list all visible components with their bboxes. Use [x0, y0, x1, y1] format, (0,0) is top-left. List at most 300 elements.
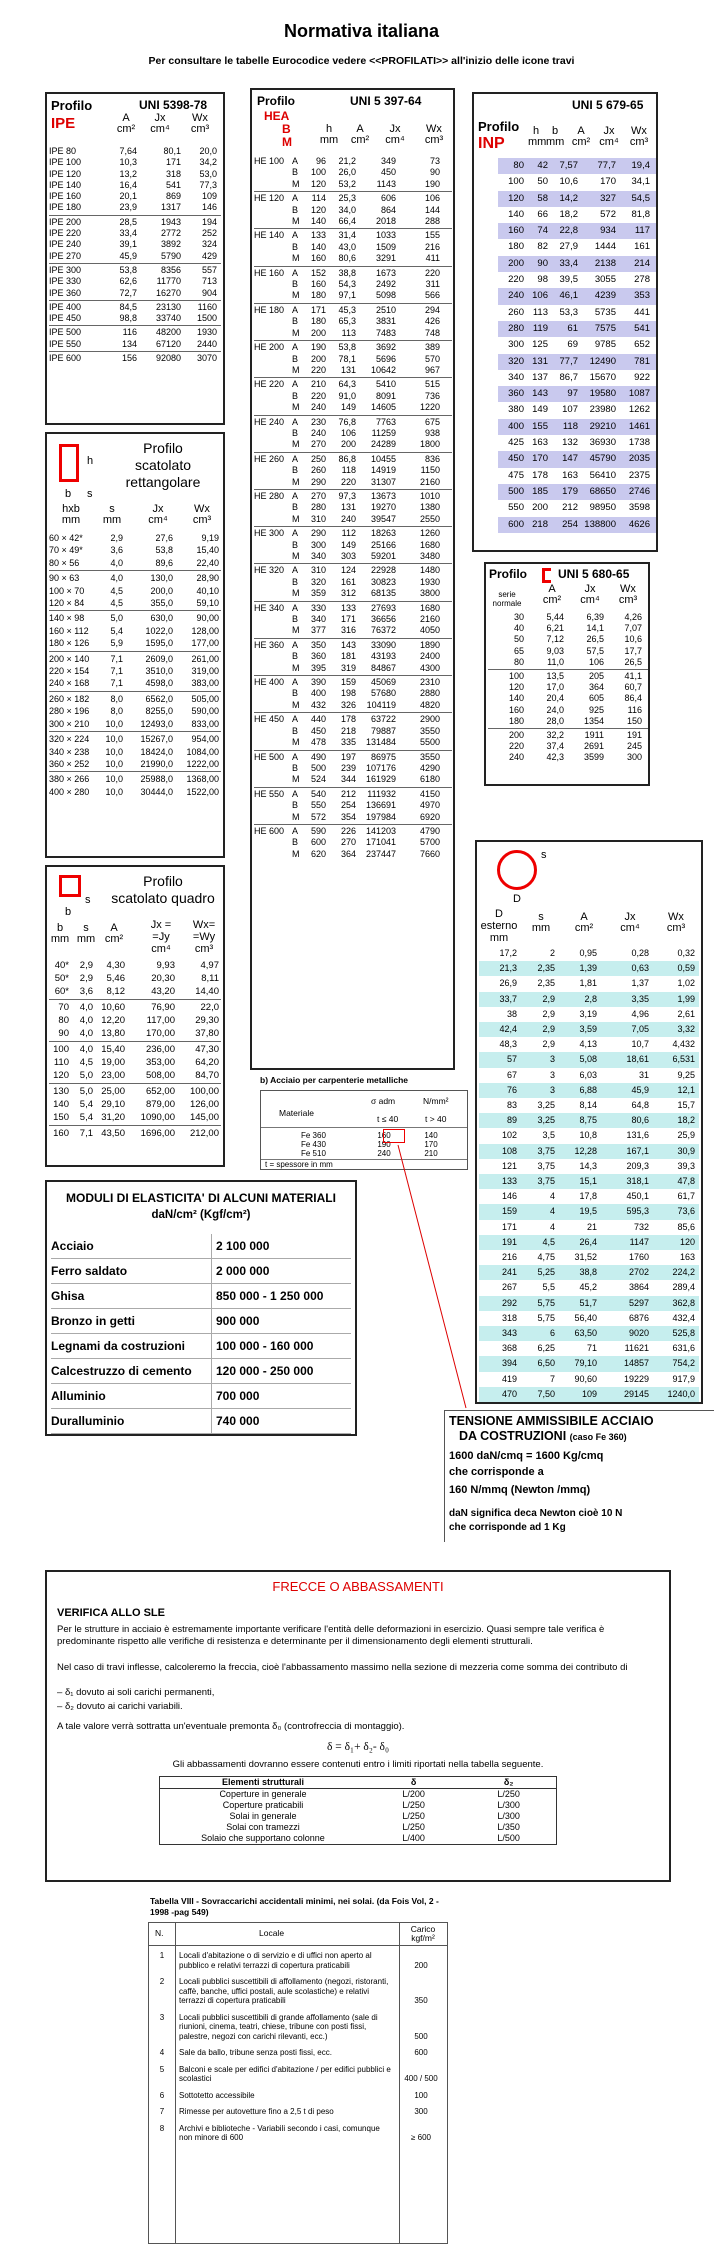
table-cell: IPE 100 — [49, 157, 82, 168]
acciaio-note: t = spessore in mm — [265, 1160, 333, 1169]
table-cell: 17,0 — [546, 682, 564, 693]
table-cell: B — [292, 353, 299, 364]
table-cell: 22,0 — [200, 1002, 219, 1013]
table-cell: 3,25 — [537, 1115, 555, 1126]
table-cell: 53,0 — [199, 168, 217, 179]
table-cell: 118 — [341, 465, 356, 476]
table-cell: 240 — [310, 427, 326, 438]
table-cell: 155 — [532, 420, 548, 432]
table-cell: 40 — [513, 623, 524, 634]
table-cell: L/300 — [497, 1811, 520, 1821]
tab8-row — [149, 1951, 447, 1970]
table-cell: 3 — [159, 2012, 165, 2022]
table-cell: 1354 — [583, 715, 604, 726]
acciaio-col-materiale: Materiale — [279, 1108, 314, 1118]
table-cell: 380 × 266 — [49, 774, 90, 785]
table-cell: 850 000 - 1 250 000 — [211, 1284, 351, 1308]
table-cell: 2,9 — [79, 973, 93, 984]
table-cell: 7,64 — [119, 146, 137, 156]
table-cell: 53,8 — [155, 545, 173, 556]
table-cell: 80,6 — [338, 253, 356, 264]
table-cell: 190 — [424, 178, 440, 189]
table-cell: 60* — [54, 986, 69, 997]
table-cell: 394 — [501, 1358, 517, 1369]
table-row — [479, 1128, 699, 1143]
table-cell: 200 — [340, 439, 356, 450]
table-cell: Bronzo in getti — [51, 1314, 135, 1328]
table-cell: 1890 — [419, 639, 440, 650]
inp-h-b: b mm — [546, 125, 565, 148]
table-cell: 280 × 196 — [49, 706, 90, 717]
table-cell: 47,8 — [677, 1176, 695, 1187]
table-cell: 3692 — [375, 342, 396, 353]
table-cell: 25,9 — [677, 1130, 695, 1141]
acciaio-col-sigma: σ adm — [371, 1096, 396, 1106]
table-cell: 23980 — [589, 404, 616, 416]
table-cell: IPE 500 — [49, 327, 82, 338]
table-cell: 1087 — [628, 388, 650, 400]
table-cell: 5,0 — [110, 613, 123, 624]
table-cell: 605 — [588, 693, 604, 704]
table-cell: 4050 — [419, 625, 440, 636]
table-row — [479, 1022, 699, 1037]
table-cell: 1943 — [160, 216, 181, 227]
table-cell: HE 140 — [254, 230, 285, 241]
tensione-line2: che corrisponde a — [449, 1466, 544, 1478]
table-cell: 191 — [626, 730, 642, 741]
table-cell: B — [292, 427, 299, 438]
table-cell: 111932 — [367, 788, 396, 799]
table-cell: 8356 — [160, 264, 181, 275]
page-subtitle: Per consultare le tabelle Eurocodice vedere <<PROFILATI>> all'inizio delle icone travi — [148, 55, 575, 67]
table-cell: 236,00 — [145, 1044, 175, 1055]
table-row — [479, 1311, 699, 1326]
table-cell: M — [292, 848, 300, 859]
ipe-h-a: A cm² — [116, 112, 136, 135]
frecce-th-elementi: Elementi strutturali — [221, 1777, 304, 1787]
table-cell: 28,90 — [196, 573, 219, 584]
table-cell: L/200 — [402, 1789, 425, 1799]
table-cell: 505,00 — [191, 693, 219, 704]
table-cell: 100 — [414, 2090, 428, 2100]
table-cell: 9,03 — [546, 645, 564, 656]
table-cell: 26,0 — [338, 167, 356, 178]
table-cell: 180 × 126 — [49, 638, 90, 649]
table-cell: 310 — [310, 513, 326, 524]
table-cell: 2550 — [419, 513, 440, 524]
table-cell: 86,8 — [338, 453, 356, 464]
table-cell: 160 — [53, 1128, 69, 1139]
table-cell: 85,6 — [677, 1221, 695, 1232]
table-cell: 500 — [310, 762, 326, 773]
table-cell: 17,7 — [624, 645, 642, 656]
table-row — [479, 1204, 699, 1219]
table-cell: 16,4 — [119, 179, 137, 190]
table-cell: 80 — [58, 1015, 69, 1026]
table-cell: 7,50 — [537, 1388, 555, 1399]
table-cell: 7,1 — [110, 666, 123, 677]
table-cell: 140 — [53, 1099, 69, 1110]
table-cell: 3510,0 — [145, 666, 173, 677]
table-row — [479, 961, 699, 976]
table-cell: 31307 — [370, 476, 396, 487]
table-row — [479, 1372, 699, 1387]
table-cell: 96 — [315, 156, 326, 166]
table-cell: B — [292, 167, 299, 178]
table-cell: 163 — [532, 437, 548, 449]
table-cell: 150 — [53, 1112, 69, 1123]
table-row — [479, 1326, 699, 1341]
table-cell: 5,4 — [110, 625, 123, 636]
table-cell: 131 — [340, 364, 356, 375]
table-cell: 1380 — [419, 502, 440, 513]
table-cell: 5098 — [375, 290, 396, 301]
table-cell: 216 — [501, 1252, 517, 1263]
table-cell: 1800 — [419, 439, 440, 450]
table-cell: 89 — [506, 1115, 517, 1126]
table-cell: 6876 — [628, 1312, 649, 1323]
table-cell: 6 — [159, 2090, 165, 2100]
table-cell: 136691 — [365, 800, 396, 811]
table-cell: 160 × 112 — [49, 625, 89, 636]
table-cell: 86975 — [370, 751, 396, 762]
table-cell: 360 — [508, 388, 524, 400]
table-cell: 10,8 — [579, 1130, 597, 1141]
tab8-row — [149, 2124, 447, 2143]
table-cell: 4,5 — [110, 585, 123, 596]
table-cell: 42,3 — [546, 752, 564, 763]
table-cell: 177,00 — [191, 638, 219, 649]
table-cell: 3,75 — [537, 1160, 555, 1171]
hea-h-h: h mm — [319, 123, 339, 146]
table-cell: 194 — [201, 216, 217, 227]
frecce-p3: A tale valore verrà sottratta un'eventuale premonta δ₀ (controfreccia di montaggio). — [57, 1721, 405, 1732]
table-cell: 6,531 — [672, 1054, 695, 1065]
table-cell: Archivi e biblioteche - Variabili secondo i casi, comunque non minore di 600 — [179, 2123, 380, 2142]
table-cell: 441 — [634, 306, 650, 318]
table-cell: 360 × 252 — [49, 758, 90, 769]
moduli-title: MODULI DI ELASTICITA' DI ALCUNI MATERIALI — [66, 1191, 336, 1205]
table-cell: 34,1 — [631, 176, 650, 188]
table-cell: 4,0 — [110, 573, 123, 584]
table-cell: 335 — [340, 737, 356, 748]
hea-norm: UNI 5 397-64 — [350, 94, 422, 108]
table-cell: 400 / 500 — [404, 2074, 438, 2083]
table-cell: 1022,0 — [145, 625, 173, 636]
table-cell: 515 — [424, 379, 440, 390]
table-cell: 12,1 — [677, 1084, 695, 1095]
table-cell: 134 — [121, 338, 137, 349]
table-cell: 163 — [562, 469, 578, 481]
table-cell: 160 — [508, 225, 524, 237]
table-cell: 220 — [508, 741, 524, 752]
table-cell: 8255,0 — [145, 706, 173, 717]
table-row — [479, 1189, 699, 1204]
table-cell: 140 — [310, 241, 326, 252]
table-cell: 80,1 — [163, 146, 181, 156]
table-cell: 4626 — [628, 518, 650, 530]
table-cell: 3550 — [419, 751, 440, 762]
table-cell: A — [292, 379, 299, 390]
table-cell: 13673 — [370, 490, 396, 501]
table-cell: 4,30 — [106, 960, 125, 971]
table-cell: M — [292, 290, 300, 301]
table-cell: 89,6 — [155, 557, 173, 568]
table-cell: Solaio che supportano colonne — [201, 1833, 325, 1843]
table-cell: 33090 — [370, 639, 396, 650]
table-cell: 280 — [310, 502, 326, 513]
table-cell: 5410 — [375, 379, 396, 390]
table-cell: 63722 — [370, 714, 396, 725]
table-cell: 4 — [159, 2048, 165, 2057]
table-cell: Locali d'abitazione o di servizio e di uffici non aperto al pubblico e relativi terrazzi di copertura praticabili — [179, 1951, 372, 1970]
table-cell: 5,4 — [79, 1099, 93, 1110]
table-cell: 240 — [508, 290, 524, 302]
table-cell: B — [292, 800, 299, 811]
table-row — [479, 1052, 699, 1067]
table-cell: 198 — [340, 688, 356, 699]
table-cell: 5,25 — [537, 1267, 555, 1278]
table-cell: 220 — [424, 267, 440, 278]
table-row — [51, 1334, 351, 1359]
table-cell: 7,1 — [79, 1128, 93, 1139]
table-cell: 3291 — [375, 253, 396, 264]
table-cell: 5,5 — [542, 1282, 555, 1293]
table-cell: 2772 — [160, 228, 181, 239]
table-cell: 450 — [380, 167, 396, 178]
table-cell: 22,8 — [559, 225, 578, 237]
table-cell: 48,3 — [499, 1039, 517, 1050]
table-cell: 26,9 — [499, 978, 517, 989]
frecce-th-delta: δ — [410, 1777, 417, 1787]
table-cell: 8 — [159, 2123, 165, 2133]
table-cell: B — [292, 241, 299, 252]
table-cell: 212 — [340, 788, 356, 799]
table-cell: 490 — [310, 751, 326, 762]
table-cell: 340 × 238 — [49, 746, 90, 757]
table-cell: Acciaio — [51, 1239, 94, 1253]
tensione-title2: DA COSTRUZIONI (caso Fe 360) — [459, 1429, 627, 1443]
table-cell: 4290 — [419, 762, 440, 773]
table-cell: 63,50 — [574, 1328, 597, 1339]
table-cell: 18,2 — [559, 208, 578, 220]
table-cell: 8,75 — [579, 1115, 597, 1126]
table-cell: 3 — [549, 1084, 555, 1095]
table-cell: 33,4 — [119, 228, 137, 239]
moduli-rows — [51, 1234, 351, 1434]
table-cell: 270 — [310, 490, 326, 501]
table-cell: 10,60 — [101, 1002, 125, 1013]
table-cell: 7,1 — [110, 653, 123, 664]
table-cell: 116 — [627, 704, 642, 715]
table-cell: 4 — [549, 1206, 555, 1217]
table-cell: 67 — [506, 1069, 517, 1080]
table-cell: 318 — [501, 1312, 517, 1323]
table-cell: 19,00 — [101, 1057, 125, 1068]
table-cell: 13,2 — [119, 168, 137, 179]
table-cell: 260 — [310, 465, 326, 476]
table-cell: 179 — [562, 485, 578, 497]
table-cell: 79887 — [370, 725, 396, 736]
table-cell: 118 — [562, 420, 578, 432]
table-cell: 200 — [310, 327, 326, 338]
table-cell: 42 — [537, 160, 548, 171]
table-cell: 200,0 — [150, 585, 173, 596]
table-cell: 3,19 — [579, 1008, 597, 1019]
table-cell: 137 — [532, 371, 548, 383]
tab8-row — [149, 2013, 447, 2042]
table-cell: 120 — [310, 178, 326, 189]
table-row — [479, 1174, 699, 1189]
table-cell: 76,90 — [151, 1002, 175, 1013]
table-cell: 3,32 — [677, 1024, 695, 1035]
table-cell: M — [292, 216, 300, 227]
table-cell: 6920 — [419, 811, 440, 822]
table-cell: 140 — [508, 693, 524, 704]
table-cell: 28,0 — [546, 715, 564, 726]
table-cell: 300 — [414, 2107, 428, 2116]
table-cell: 107176 — [365, 762, 396, 773]
table-cell: 106 — [588, 656, 604, 667]
table-cell: Duralluminio — [51, 1414, 125, 1428]
table-cell: 58 — [537, 192, 548, 204]
inp-label: Profilo — [478, 119, 520, 134]
table-cell: 267 — [501, 1282, 517, 1293]
table-cell: 31,52 — [574, 1252, 597, 1263]
table-cell: HE 280 — [254, 490, 285, 501]
table-cell: 652,00 — [145, 1086, 175, 1097]
table-cell: 9,25 — [677, 1069, 695, 1080]
table-cell: 100 — [508, 176, 524, 188]
table-cell: 1,99 — [677, 993, 695, 1004]
table-cell: 4,0 — [79, 1015, 93, 1026]
table-cell: 45069 — [370, 677, 396, 688]
table-cell: M — [292, 327, 300, 338]
table-cell: 355,0 — [150, 598, 173, 609]
frecce-p1: Per le strutture in acciaio è estremamente importante verificare l'entità delle deformazioni in esercizio. Quasi sempre tale verifica è predominante rispetto alle verifiche di resistenza e determinante per il dimensionamento degli elementi strutturali. — [57, 1624, 605, 1647]
table-cell: A — [292, 639, 299, 650]
table-cell: 30 — [513, 612, 524, 622]
table-cell: 39547 — [370, 513, 396, 524]
tubi-h-jx: Jx cm⁴ — [620, 911, 640, 934]
table-cell: M — [292, 625, 300, 636]
table-cell: A — [292, 416, 299, 427]
table-cell: 252 — [201, 228, 217, 239]
table-cell: 524 — [310, 774, 326, 785]
table-cell: 28,5 — [119, 216, 137, 227]
table-cell: 53,8 — [338, 342, 356, 353]
table-cell: 0,63 — [631, 963, 649, 974]
table-cell: 38 — [506, 1008, 517, 1019]
table-cell: 4,26 — [624, 612, 642, 622]
inp-norm: UNI 5 679-65 — [572, 98, 644, 112]
table-row — [479, 1387, 699, 1402]
frecce-row — [160, 1811, 557, 1822]
table-cell: 45,9 — [119, 250, 137, 261]
table-cell: Locali pubblici suscettibili di grande affollamento (sale di riunioni, cinema, teatri, chiese, tribune con posti fissi, palestre, negozi con carichi rilevanti, ecc.) — [179, 2012, 378, 2041]
table-cell: Fe 510 — [301, 1149, 326, 1158]
table-cell: 50 — [513, 634, 524, 645]
table-cell: 60 × 42* — [49, 533, 83, 543]
table-cell: 9785 — [594, 339, 616, 351]
table-cell: 13,5 — [546, 671, 564, 682]
table-cell: 12,20 — [101, 1015, 125, 1026]
table-cell: Ghisa — [51, 1289, 85, 1303]
table-cell: 84,70 — [195, 1070, 219, 1081]
table-cell: 241 — [501, 1267, 517, 1278]
table-cell: 160 — [310, 279, 326, 290]
table-cell: 8,12 — [106, 986, 125, 997]
table-cell: 66 — [537, 208, 548, 220]
table-cell: 450,1 — [626, 1191, 649, 1202]
table-cell: 550 — [508, 502, 524, 514]
table-cell: 736 — [424, 390, 440, 401]
table-cell: 145,00 — [189, 1112, 219, 1123]
table-cell: 2,35 — [537, 963, 555, 974]
frecce-row — [160, 1833, 557, 1845]
table-cell: 46,1 — [559, 290, 578, 302]
table-cell: 31,4 — [338, 230, 356, 241]
hea-h-wx: Wx cm³ — [424, 123, 444, 146]
table-row — [51, 1309, 351, 1334]
table-cell: 12490 — [589, 355, 616, 367]
table-cell: 149 — [340, 402, 356, 413]
table-cell: 216 — [424, 241, 440, 252]
table-cell: 230 — [310, 416, 326, 427]
table-cell: IPE 240 — [49, 239, 82, 250]
table-cell: 106 — [424, 193, 440, 204]
table-cell: 245 — [626, 741, 642, 752]
upn-h-a: A cm² — [542, 583, 562, 606]
table-cell: 2,61 — [677, 1008, 695, 1019]
table-cell: 86,4 — [624, 693, 642, 704]
table-cell: 64,3 — [338, 379, 356, 390]
table-cell: L/500 — [497, 1833, 520, 1843]
table-cell: 270 — [340, 837, 356, 848]
table-cell: 200 × 140 — [49, 653, 90, 664]
table-cell: 120 — [679, 1236, 695, 1247]
upn-norm: UNI 5 680-65 — [558, 567, 630, 581]
tab8-row — [149, 2091, 447, 2101]
table-cell: 53,8 — [119, 264, 137, 275]
table-cell: M — [292, 551, 300, 561]
table-cell: 40,10 — [196, 585, 219, 596]
table-cell: 14,40 — [195, 986, 219, 997]
table-cell: 377 — [310, 625, 326, 636]
table-cell: 170 — [600, 176, 616, 188]
table-cell: 17,8 — [579, 1191, 597, 1202]
table-cell: 450 — [310, 725, 326, 736]
tab8-title: Tabella VIII - Sovraccarichi accidentali minimi, nei solai. (da Fois Vol, 2 - 1998 -pag 549) — [150, 1896, 439, 1917]
table-cell: 132 — [562, 437, 578, 449]
table-cell: 630,0 — [150, 613, 173, 624]
table-row — [51, 1259, 351, 1284]
table-cell: 19270 — [370, 502, 396, 513]
table-cell: 411 — [425, 253, 440, 264]
table-cell: 149 — [340, 539, 356, 550]
table-cell: 83 — [506, 1100, 517, 1111]
table-cell: 2880 — [419, 688, 440, 699]
table-cell: 1317 — [160, 202, 181, 213]
table-cell: 53,3 — [559, 306, 578, 318]
table-cell: 50* — [54, 973, 69, 984]
table-cell: 98,8 — [119, 313, 137, 324]
table-cell: 109 — [581, 1388, 597, 1399]
table-cell: 8,11 — [201, 973, 219, 984]
table-cell: 13,80 — [101, 1028, 125, 1039]
table-cell: 1911 — [584, 730, 604, 741]
table-cell: HE 100 — [254, 156, 285, 166]
